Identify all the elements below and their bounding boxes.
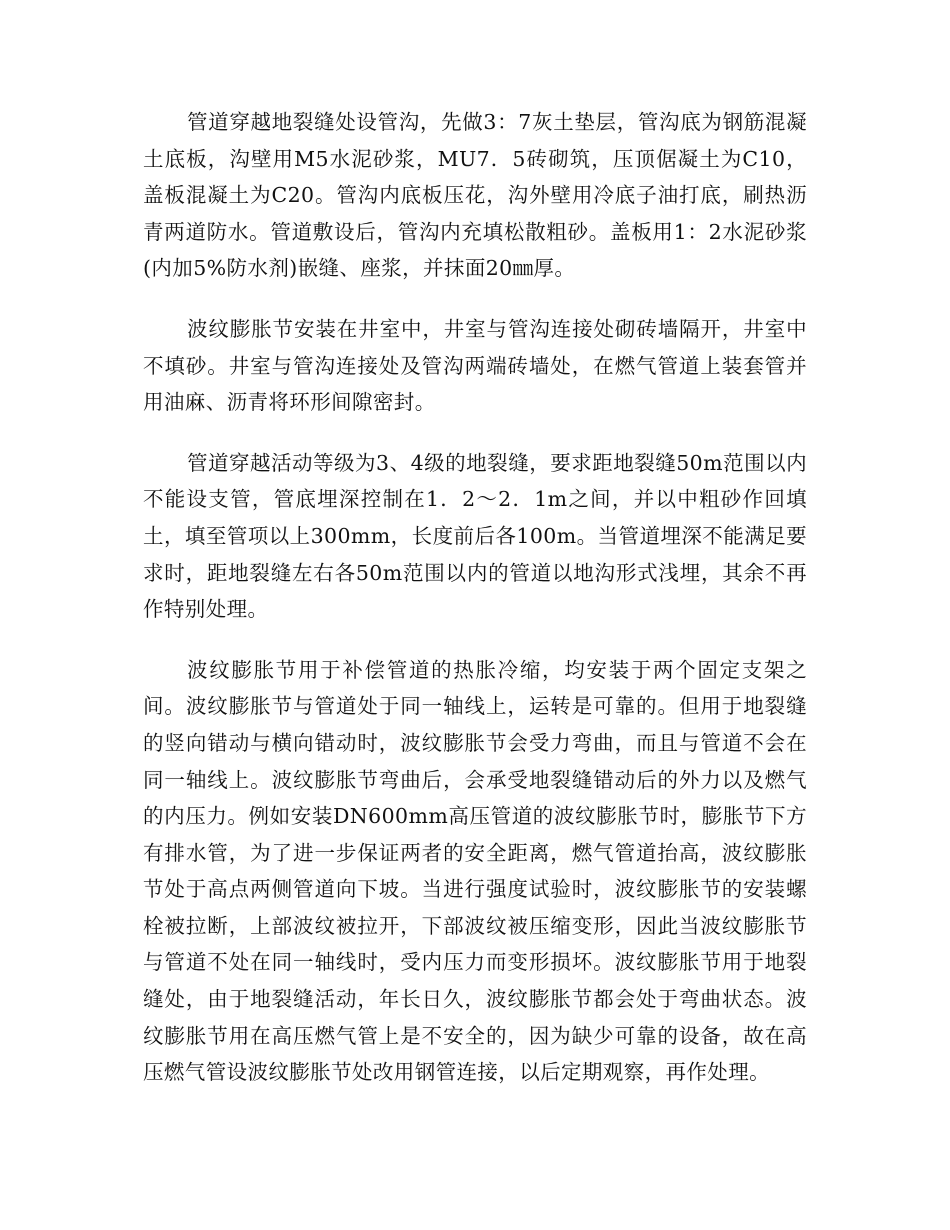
paragraph-trench-construction: 管道穿越地裂缝处设管沟，先做3：7灰土垫层，管沟底为钢筋混凝土底板，沟壁用M5水泥砂浆，MU7．5砖砌筑，压顶倨凝土为C10，盖板混凝土为C20。管沟内底板压花，沟外壁用冷底子油打底，刷热沥青两道防水。管道敷设后，管沟内充填松散粗砂。盖板用1：2水泥砂浆(内加5%防水剂)嵌缝、座浆，并抹面20㎜厚。	[143, 110, 807, 281]
paragraph-pipe-crossing-requirements: 管道穿越活动等级为3、4级的地裂缝，要求距地裂缝50m范围以内不能设支管，管底埋深控制在1．2～2．1m之间，并以中粗砂作回填土，填至管项以上300mm，长度前后各100m。当管道埋深不能满足要求时，距地裂缝左右各50m范围以内的管道以地沟形式浅埋，其余不再作特别处理。	[143, 450, 807, 622]
document-body	[143, 104, 807, 1115]
paragraph-expansion-joint-analysis: 波纹膨胀节用于补偿管道的热胀冷缩，均安装于两个固定支架之间。波纹膨胀节与管道处于同一轴线上，运转是可靠的。但用于地裂缝的竖向错动与横向错动时，波纹膨胀节会受力弯曲，而且与管道不会在同一轴线上。波纹膨胀节弯曲后，会承受地裂缝错动后的外力以及燃气的内压力。例如安装DN600mm高压管道的波纹膨胀节时，膨胀节下方有排水管，为了进一步保证两者的安全距离，燃气管道抬高，波纹膨胀节处于高点两侧管道向下坡。当进行强度试验时，波纹膨胀节的安装螺栓被拉断，上部波纹被拉开，下部波纹被压缩变形，因此当波纹膨胀节与管道不处在同一轴线时，受内压力而变形损坏。波纹膨胀节用于地裂缝处，由于地裂缝活动，年长日久，波纹膨胀节都会处于弯曲状态。波纹膨胀节用在高压燃气管上是不安全的，因为缺少可靠的设备，故在高压燃气管设波纹膨胀节处改用钢管连接，以后定期观察，再作处理。	[143, 657, 807, 1085]
paragraph-chamber-installation: 波纹膨胀节安装在井室中，井室与管沟连接处砌砖墙隔开，井室中不填砂。井室与管沟连接处及管沟两端砖墙处，在燃气管道上装套管并用油麻、沥青将环形间隙密封。	[143, 316, 807, 415]
